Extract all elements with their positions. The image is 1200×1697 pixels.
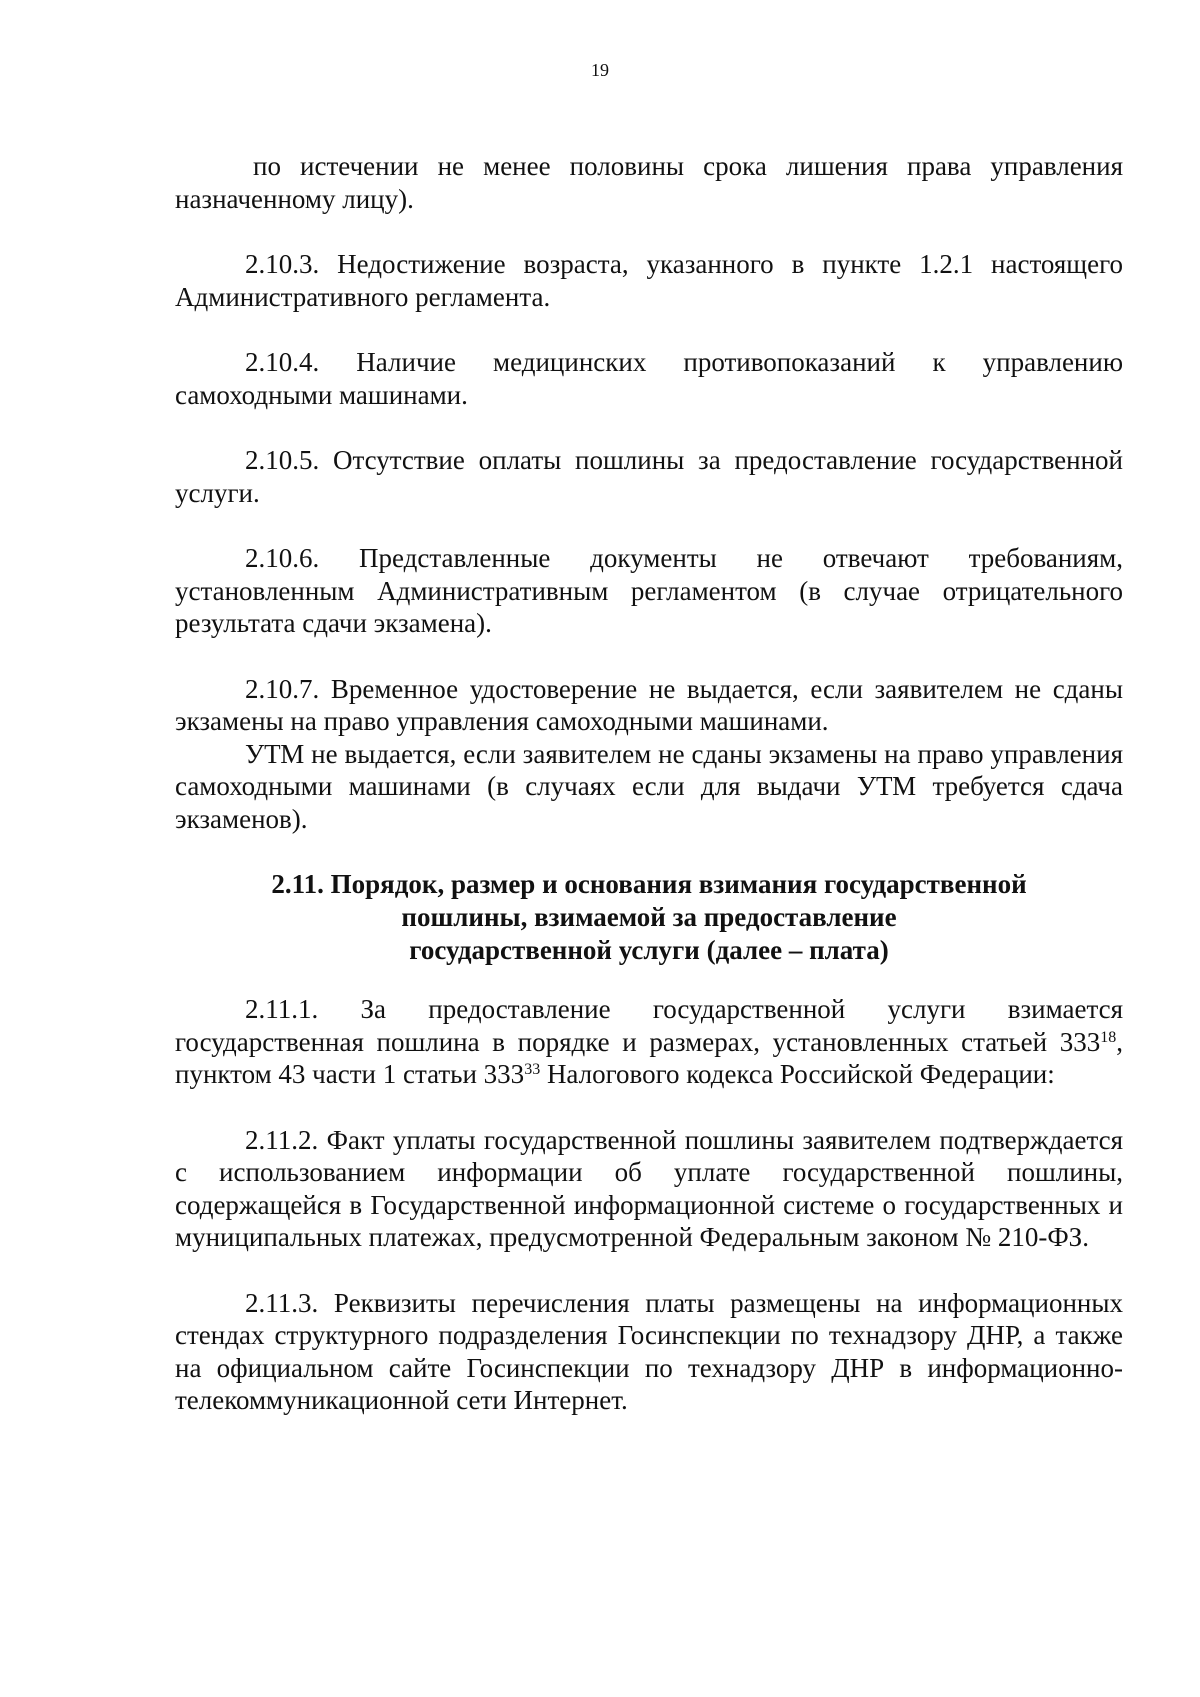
paragraph-continuation: по истечении не менее половины срока лишения права управления назначенному лицу). [175, 151, 1123, 214]
heading-line-1: 2.11. Порядок, размер и основания взимания государственной [271, 869, 1027, 899]
paragraph-2-10-4: 2.10.4. Наличие медицинских противопоказаний к управлению самоходными машинами. [175, 347, 1123, 410]
heading-line-2: пошлины, взимаемой за предоставление [401, 902, 897, 932]
paragraph-2-11-1-part1: 2.11.1. За предоставление государственной услуги взимается государственная пошлина в порядке и размерах, установленных статьей 333 [175, 994, 1123, 1057]
page-number: 19 [591, 60, 609, 80]
superscript-18: 18 [1100, 1028, 1117, 1046]
paragraph-2-11-1 [175, 993, 1123, 1091]
paragraph-2-11-3: 2.11.3. Реквизиты перечисления платы размещены на информационных стендах структурного подразделения Госинспекции по технадзору ДНР, а также на официальном сайте Госинспекции по технадзору ДНР в информационно-телекоммуникационной сети Интернет. [175, 1287, 1123, 1415]
paragraph-utm: УТМ не выдается, если заявителем не сданы экзамены на право управления самоходными машинами (в случаях если для выдачи УТМ требуется сдача экзаменов). [175, 738, 1123, 834]
paragraph-2-10-6: 2.10.6. Представленные документы не отвечают требованиям, установленным Административным регламентом (в случае отрицательного результата сдачи экзамена). [175, 543, 1123, 638]
paragraph-2-11-2: 2.11.2. Факт уплаты государственной пошлины заявителем подтверждается с использованием информации об уплате государственной пошлины, содержащейся в Государственной информационной системе о государственных и муниципальных платежах, предусмотренной Федеральным законом № 210-ФЗ. [175, 1124, 1123, 1252]
heading-line-3: государственной услуги (далее – плата) [409, 935, 889, 965]
superscript-33: 33 [524, 1061, 541, 1078]
section-heading-2-11 [175, 868, 1123, 967]
paragraph-2-11-1-part2: , пунктом 43 части 1 статьи 333 [175, 1026, 1123, 1089]
paragraph-2-10-5: 2.10.5. Отсутствие оплаты пошлины за предоставление государственной услуги. [175, 445, 1123, 508]
paragraph-2-10-3: 2.10.3. Недостижение возраста, указанного в пункте 1.2.1 настоящего Административного регламента. [175, 249, 1123, 312]
paragraph-2-10-7: 2.10.7. Временное удостоверение не выдается, если заявителем не сданы экзамены на право управления самоходными машинами. [175, 673, 1123, 736]
document-body [175, 150, 1123, 1450]
paragraph-2-11-1-part3: Налогового кодекса Российской Федерации: [540, 1059, 1055, 1089]
